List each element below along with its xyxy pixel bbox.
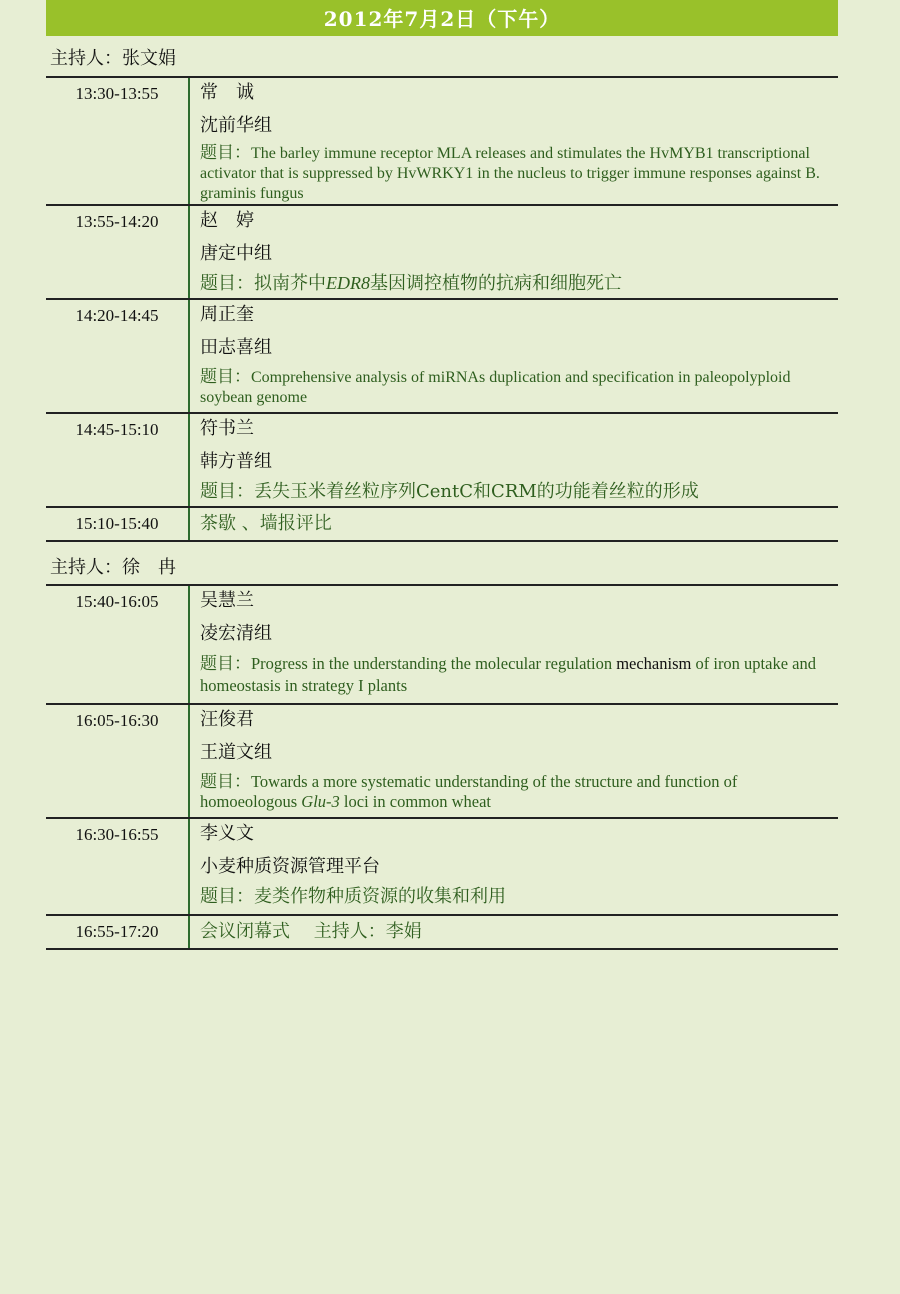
schedule-row — [46, 819, 838, 916]
topic-label: 题目： — [200, 367, 251, 387]
speaker-name: 周正奎 — [200, 304, 254, 325]
topic-text: Comprehensive analysis of miRNAs duplication and specification in paleopolyploid soybean genome — [200, 369, 791, 406]
topic-label: 题目： — [200, 481, 254, 502]
talk-topic — [200, 653, 838, 697]
talk-topic — [200, 772, 838, 812]
research-group: 小麦种质资源管理平台 — [200, 856, 380, 877]
schedule-row — [46, 76, 838, 206]
time-slot: 15:10-15:40 — [46, 508, 190, 540]
research-group: 王道文组 — [200, 742, 272, 763]
talk-topic — [200, 886, 838, 907]
time-slot: 16:30-16:55 — [46, 819, 190, 914]
time-slot: 16:05-16:30 — [46, 705, 190, 817]
research-group: 凌宏清组 — [200, 623, 272, 644]
closing-detail — [190, 916, 838, 948]
topic-label: 题目： — [200, 143, 251, 163]
break-text: 茶歇 、墙报评比 — [200, 513, 332, 534]
talk-detail — [190, 705, 838, 817]
time-slot: 14:45-15:10 — [46, 414, 190, 506]
time-slot: 14:20-14:45 — [46, 300, 190, 412]
gene-name: Glu-3 — [301, 792, 340, 811]
topic-text: Towards a more systematic understanding of the structure and function of homoeologous — [200, 772, 738, 811]
schedule-row — [46, 414, 838, 508]
date-banner: 2012年7月2日（下午） — [46, 0, 838, 36]
talk-detail — [190, 819, 838, 914]
talk-detail — [190, 206, 838, 298]
speaker-name: 汪俊君 — [200, 709, 254, 730]
schedule-section-1 — [46, 76, 838, 542]
topic-text: loci in common wheat — [343, 792, 492, 811]
talk-topic — [200, 143, 838, 204]
time-slot: 16:55-17:20 — [46, 916, 190, 948]
speaker-name: 常 诚 — [200, 82, 254, 103]
topic-label: 题目： — [200, 772, 251, 792]
topic-text: 丢失玉米着丝粒序列CentC和CRM的功能着丝粒的形成 — [254, 481, 699, 502]
talk-detail — [190, 414, 838, 506]
topic-label: 题目： — [200, 886, 254, 907]
talk-topic — [200, 481, 838, 502]
schedule-row — [46, 705, 838, 819]
time-slot: 13:30-13:55 — [46, 78, 190, 204]
research-group: 韩方普组 — [200, 451, 272, 472]
topic-label: 题目： — [200, 654, 251, 674]
talk-detail — [190, 300, 838, 412]
speaker-name: 符书兰 — [200, 418, 254, 439]
schedule-row — [46, 584, 838, 705]
speaker-name: 吴慧兰 — [200, 590, 254, 611]
schedule-row — [46, 300, 838, 414]
speaker-name: 赵 婷 — [200, 210, 254, 231]
speaker-name: 李义文 — [200, 823, 254, 844]
research-group: 田志喜组 — [200, 337, 272, 358]
topic-text: of iron uptake and homeostasis in strategy I plants — [200, 654, 816, 695]
time-slot: 15:40-16:05 — [46, 586, 190, 703]
break-detail — [190, 508, 838, 540]
topic-text: 拟南芥中 — [254, 273, 326, 293]
topic-label: 题目： — [200, 273, 254, 294]
topic-text: 麦类作物种质资源的收集和利用 — [254, 886, 506, 907]
topic-text: 基因调控植物的抗病和细胞死亡 — [370, 273, 622, 293]
schedule-row — [46, 916, 838, 950]
closing-text: 会议闭幕式 主持人：李娟 — [200, 921, 422, 942]
time-slot: 13:55-14:20 — [46, 206, 190, 298]
gene-name: EDR8 — [326, 273, 370, 293]
research-group: 沈前华组 — [200, 115, 272, 136]
talk-topic — [200, 367, 838, 408]
topic-text: mechanism — [616, 654, 692, 673]
section1-host: 主持人：张文娟 — [50, 48, 176, 69]
talk-topic — [200, 273, 838, 294]
schedule-section-2 — [46, 584, 838, 950]
talk-detail — [190, 78, 838, 204]
schedule-row — [46, 508, 838, 542]
schedule-row — [46, 206, 838, 300]
research-group: 唐定中组 — [200, 243, 272, 264]
section2-host: 主持人：徐 冉 — [50, 557, 176, 578]
topic-text: The barley immune receptor MLA releases and stimulates the HvMYB1 transcriptional activator that is suppressed by HvWRKY1 in the nucleus to trigger immune responses against B. graminis fungus — [200, 145, 820, 202]
topic-text: Progress in the understanding the molecular regulation — [251, 654, 613, 673]
talk-detail — [190, 586, 838, 703]
